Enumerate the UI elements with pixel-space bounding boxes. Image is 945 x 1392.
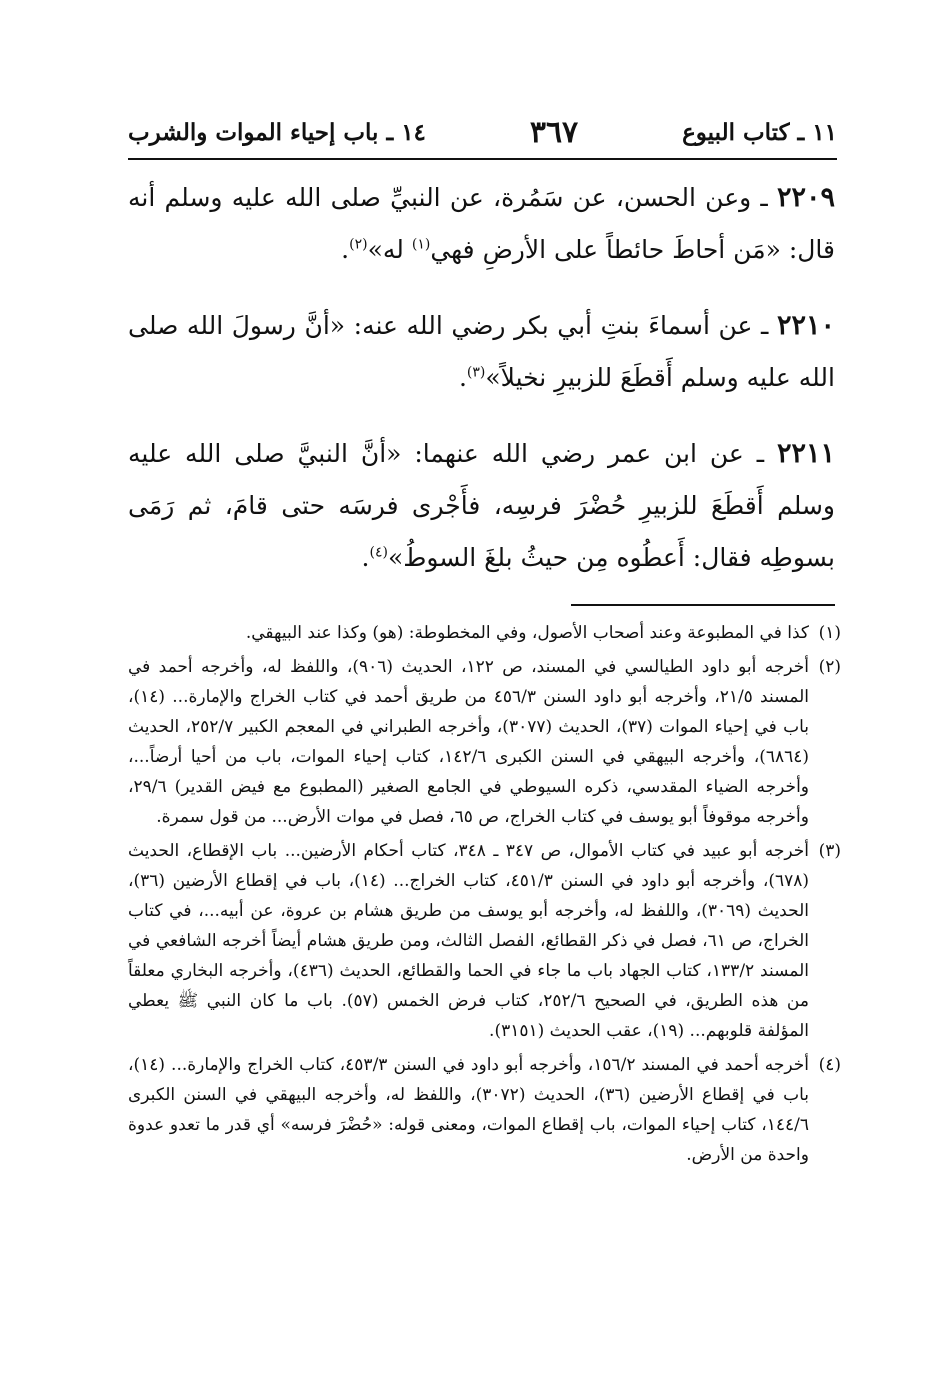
section-title: ١٤ ـ باب إحياء الموات والشرب [128,118,426,146]
footnotes [128,618,841,1170]
footnote-number: (٢) [818,657,841,677]
running-header [128,108,837,156]
hadith-end-mark: . [361,543,370,572]
hadith-text: ـ وعن الحسن، عن سَمُرة، عن النبيِّ صلى الله عليه وسلم أنه قال: «مَن أحاطَ حائطاً على الأرضِ فهي [128,183,835,264]
footnote-number: (٣) [818,841,841,861]
footnote-divider [571,604,835,606]
header-divider [128,158,837,160]
footnote-2 [128,652,841,832]
hadith-number: ٢٢٠٩ [777,182,836,213]
hadith-number: ٢٢١٠ [776,310,835,341]
footnote-3 [128,836,841,1046]
footnote-ref: (٣) [466,364,486,381]
footnote-text: أخرجه أحمد في المسند ١٥٦/٢، وأخرجه أبو داود في السنن ٤٥٣/٣، كتاب الخراج والإمارة... (١٤)، باب في إقطاع الأرضين (٣٦)، الحديث (٣٠٧٢)، واللفظ له، وأخرجه البيهقي في السنن الكبرى ١٤٤/٦، كتاب إحياء الموات، باب إقطاع الموات، ومعنى قوله: «حُضْرَ فرسه» أي قدر ما تعدو عدوة واحدة من الأرض. [128,1055,809,1165]
chapter-title: ١١ ـ كتاب البيوع [682,118,837,146]
hadith-end-mark: . [458,363,467,392]
hadith-text-continued: له» [367,235,404,264]
hadith-text: ـ عن ابن عمر رضي الله عنهما: «أنَّ النبيَّ صلى الله عليه وسلم أَقطَعَ للزبيرِ حُضْرَ فرسِه، فأَجْرى فرسَه حتى قامَ، ثم رَمَى بسوطِه فقال: أَعطُوه مِن حيثُ بلغَ السوطُ» [128,439,835,572]
hadith-number: ٢٢١١ [776,438,835,469]
footnote-ref: (٤) [369,544,388,561]
footnote-ref: (١) [411,236,431,253]
footnote-1 [128,618,841,648]
footnote-ref: (٢) [349,236,368,253]
footnote-text: أخرجه أبو داود الطيالسي في المسند، ص ١٢٢، الحديث (٩٠٦)، واللفظ له، وأخرجه أحمد في المسند ٢١/٥، وأخرجه أبو داود السنن ٤٥٦/٣ من طريق أحمد في كتاب الخراج والإمارة... (١٤)، باب في إحياء الموات (٣٧)، الحديث (٣٠٧٧)، وأخرجه الطبراني في المعجم الكبير ٢٥٢/٧، الحديث (٦٨٦٤)، وأخرجه البيهقي في السنن الكبرى ١٤٢/٦، كتاب إحياء الموات، باب من أحيا أرضاً...، وأخرجه الضياء المقدسي، ذكره السيوطي في الجامع الصغير (المطبوع مع فيض القدير) ٢٩/٦، وأخرجه موقوفاً أبو يوسف في كتاب الخراج، ص ٦٥، فصل في موات الأرض... من قول سمرة. [128,657,810,827]
hadith-2210 [128,300,835,404]
footnote-text: كذا في المطبوعة وعند أصحاب الأصول، وفي المخطوطة: (هو) وكذا عند البيهقي. [245,623,809,643]
page-number: ٣٦٧ [529,114,579,150]
hadith-2209 [128,172,835,276]
footnote-number: (٤) [818,1055,841,1075]
hadith-text: ـ عن أسماءَ بنتِ أبي بكر رضي الله عنه: «أنَّ رسولَ الله صلى الله عليه وسلم أَقطَعَ للزبيرِ نخيلاً» [128,311,835,392]
footnote-number: (١) [818,623,841,643]
footnote-4 [128,1050,841,1170]
hadith-2211 [128,428,835,584]
footnote-text: أخرجه أبو عبيد في كتاب الأموال، ص ٣٤٧ ـ ٣٤٨، كتاب أحكام الأرضين... باب الإقطاع، الحديث (٦٧٨)، وأخرجه أبو داود في السنن ٤٥١/٣، كتاب الخراج... (١٤)، باب في إقطاع الأرضين (٣٦)، الحديث (٣٠٦٩)، واللفظ له، وأخرجه أبو يوسف من طريق هشام بن عروة، عن أبيه...، في كتاب الخراج، ص ٦١، فصل في ذكر القطائع، الفصل الثالث، ومن طريق هشام أيضاً أخرجه الشافعي في المسند ١٣٣/٢، كتاب الجهاد باب ما جاء في الحما والقطائع، الحديث (٤٣٦)، وأخرجه البخاري معلقاً من هذه الطريق، في الصحيح ٢٥٢/٦، كتاب فرض الخمس (٥٧). باب ما كان النبي ﷺ يعطي المؤلفة قلوبهم... (١٩)، عقب الحديث (٣١٥١). [128,841,810,1041]
hadith-end-mark: . [341,235,350,264]
main-text [128,172,835,584]
